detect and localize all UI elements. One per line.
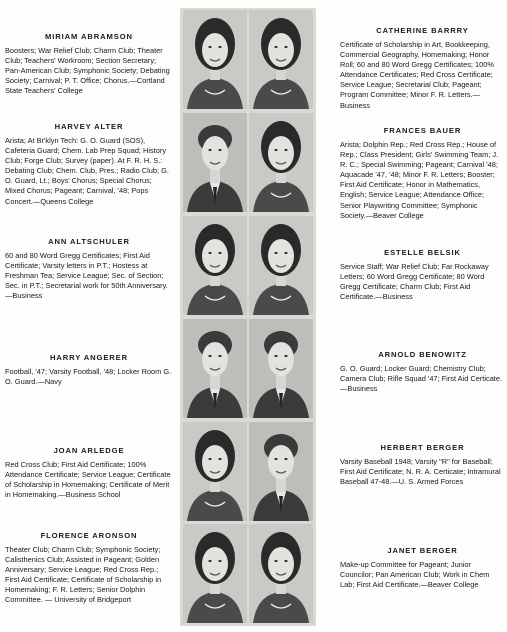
student-entry-abramson bbox=[5, 32, 173, 96]
student-name: HARRY ANGERER bbox=[49, 353, 129, 362]
student-entry-belsik bbox=[340, 248, 505, 302]
student-activities: Service Staff; War Relief Club; Far Rockaway Letters; 60 Word Gregg Certificate; 80 Word Gregg Certificate; Charm Club; First Aid Certificate.—Business bbox=[340, 262, 489, 302]
portrait-photo bbox=[249, 10, 313, 109]
student-name: ESTELLE BELSIK bbox=[384, 248, 461, 257]
student-name: JOAN ARLEDGE bbox=[53, 446, 125, 455]
student-entry-benowitz bbox=[340, 350, 505, 394]
student-entry-angerer bbox=[5, 353, 173, 387]
portrait-photo bbox=[249, 113, 313, 212]
student-name: HARVEY ALTER bbox=[54, 122, 124, 131]
portrait-photo bbox=[183, 10, 247, 109]
student-name: MIRIAM ABRAMSON bbox=[45, 32, 133, 41]
student-name: ANN ALTSCHULER bbox=[48, 237, 130, 246]
student-activities: 60 and 80 Word Gregg Certificates; First Aid Certificate; Varsity letters in P.T.; Hostess at Freshman Tea; Service League; Sec. of Section; Sec. in P.T.; Secretarial work for 50th Anniversary.—Business bbox=[5, 251, 168, 301]
student-activities: Boosters; War Relief Club; Charm Club; Theater Club; Teachers' Workroom; Section Secretary; Pan-American Club; Symphonic Society; Debating Society; Carnival; P. T. Office; Chorus.—Cortland State Teachers' College bbox=[5, 46, 170, 96]
portrait-photo bbox=[183, 216, 247, 315]
student-entry-altschuler bbox=[5, 237, 173, 301]
portrait-photo bbox=[183, 422, 247, 521]
student-entry-barrry bbox=[340, 26, 505, 111]
student-name: CATHERINE BARRRY bbox=[376, 26, 469, 35]
student-name: JANET BERGER bbox=[387, 546, 458, 555]
student-entry-herbert-berger bbox=[340, 443, 505, 487]
portrait-photo bbox=[249, 216, 313, 315]
student-activities: Make-up Committee for Pageant; Junior Councilor; Pan American Club; Work in Chem Lab; First Aid Certificate.—Beaver College bbox=[340, 560, 490, 590]
student-entry-arledge bbox=[5, 446, 173, 500]
student-entry-aronson bbox=[5, 531, 173, 606]
student-name: HERBERT BERGER bbox=[380, 443, 465, 452]
student-name: FRANCES BAUER bbox=[383, 126, 462, 135]
student-entry-janet-berger bbox=[340, 546, 505, 590]
portrait-photo bbox=[249, 422, 313, 521]
portrait-photo bbox=[249, 524, 313, 623]
student-entry-bauer bbox=[340, 126, 505, 221]
portrait-photo bbox=[183, 319, 247, 418]
student-name: ARNOLD BENOWITZ bbox=[378, 350, 467, 359]
portrait-photo bbox=[183, 113, 247, 212]
student-activities: Certificate of Scholarship in Art, Bookkeeping, Commercial Geography, Homemaking; Honor Roll; 60 and 80 Word Gregg Certificates; 100% Attendance Certificates; Red Cross Certificate; Service League; Secretarial Club; Pageant; Program Committee; Minor F. R. Letters.—Business bbox=[340, 40, 494, 110]
student-activities: Red Cross Club; First Aid Certificate; 100% Attendance Certificate; Service League; Certificate of Scholarship in Homemaking; Certificate of Merit in Homemaking.—Business School bbox=[5, 460, 171, 500]
portrait-column bbox=[180, 8, 316, 626]
student-activities: Arista; At Br'klyn Tech: G. O. Guard (SOS), Cafeteria Guard; Chem. Lab Prep Squad; History Club; Forge Club; Survey (paper). At F. R. H. S.: Debating Club; Chem. Club, Pres.; Radio Club; G. O. Guard, Lt.; Boys' Chorus; Special Chorus; Mixed Chorus; Pageant; Carnival, '48; Pops Concert.—Queens College bbox=[5, 136, 169, 206]
student-activities: Varsity Baseball 1948; Varsity "R" for Baseball; First Aid Certificate; N. R. A. Certicate; Intramural Baseball 47-48.—U. S. Armed Forces bbox=[340, 457, 501, 487]
student-name: FLORENCE ARONSON bbox=[40, 531, 138, 540]
student-activities: Arista; Dolphin Rep.; Red Cross Rep.; House of Rep.; Class President; Girls' Swimming Team; J. R. C.; Special Swimming; Pageant; Carnival '48; Aquacade '47, '48; Minor F. R. Letters; Booster; First Aid Certificate; Honor in Mathematics, English; Service League; Attendance Office; Senior Playwriting Committee; Symphonic Society.—Beaver College bbox=[340, 140, 499, 220]
student-activities: Theater Club; Charm Club; Symphonic Society; Calisthenics Club; Assisted in Pageant; Golden Anniversary; Service League; Red Cross Rep.; First Aid Certificate; Certificate of Scholarship in Homemaking; F. R. Letters; Senior Dolphin Committee. — University of Bridgeport bbox=[5, 545, 162, 605]
portrait-photo bbox=[183, 524, 247, 623]
student-activities: G. O. Guard; Locker Guard; Chemistry Club; Camera Club; Rifle Squad '47; First Aid Certicate.—Business bbox=[340, 364, 503, 394]
student-activities: Football, '47; Varsity Football, '48; Locker Room G. O. Guard.—Navy bbox=[5, 367, 172, 387]
portrait-photo bbox=[249, 319, 313, 418]
student-entry-alter bbox=[5, 122, 173, 207]
